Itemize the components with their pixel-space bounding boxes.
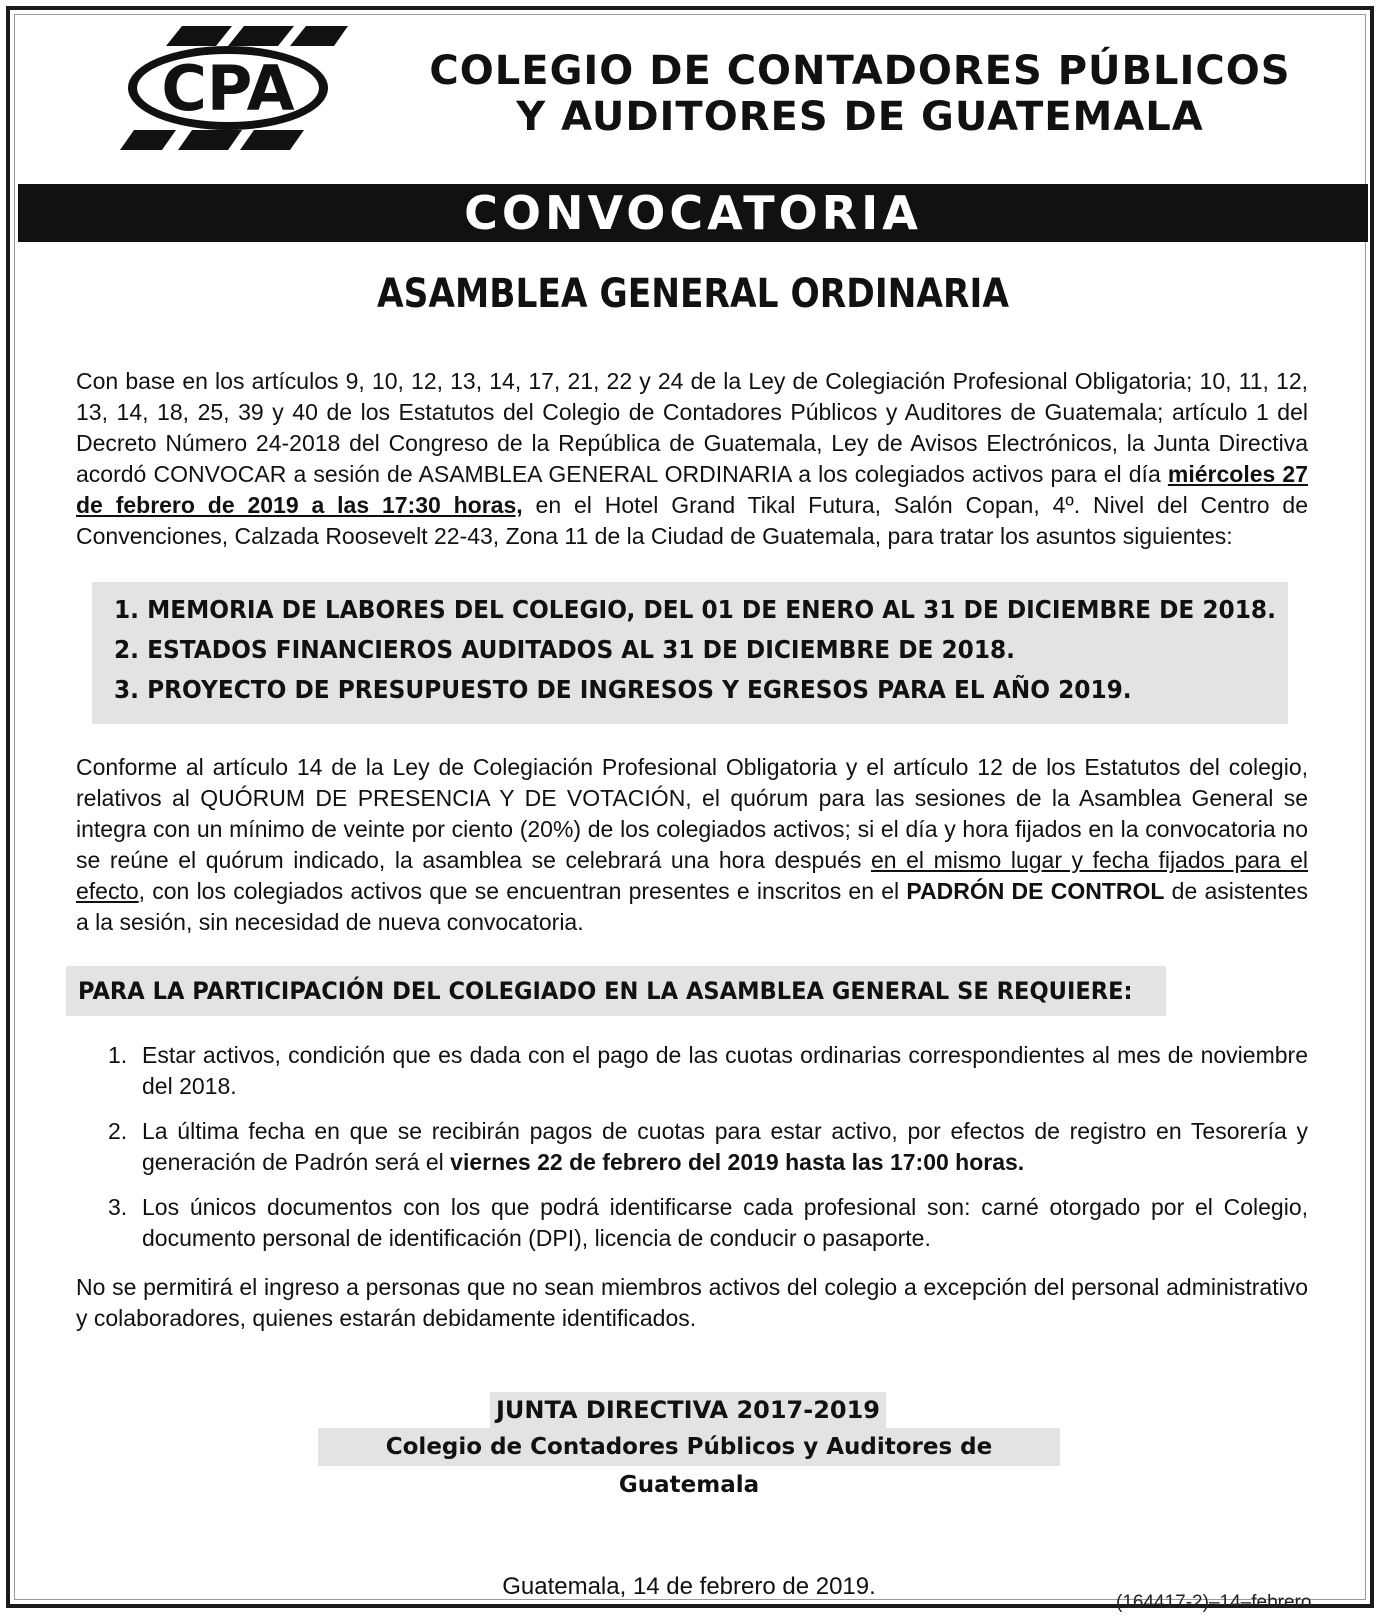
assembly-title: ASAMBLEA GENERAL ORDINARIA (377, 271, 1009, 317)
requirement-text: Estar activos, condición que es dada con el pago de las cuotas ordinarias correspondientes al mes de noviembre del 2018. (142, 1042, 1308, 1099)
intro-location-text: en el Hotel Grand Tikal Futura, Salón Copan, 4º. Nivel del Centro de Convenciones, Calzada Roosevelt 22-43, Zona 11 de la Ciudad de Guatemala, para tratar los asuntos siguientes: (76, 492, 1308, 549)
organization-title-line-1: COLEGIO DE CONTADORES PÚBLICOS (429, 48, 1291, 94)
agenda-box (92, 582, 1288, 724)
intro-paragraph (76, 366, 1308, 552)
signature-board: JUNTA DIRECTIVA 2017-2019 (490, 1392, 886, 1428)
organization-title (420, 48, 1300, 140)
quorum-paragraph (76, 752, 1308, 938)
issue-date: Guatemala, 14 de febrero de 2019. (502, 1573, 876, 1600)
agenda-item: 3. PROYECTO DE PRESUPUESTO DE INGRESOS Y EGRESOS PARA EL AÑO 2019. (114, 675, 1132, 704)
requirements-heading: PARA LA PARTICIPACIÓN DEL COLEGIADO EN LA ASAMBLEA GENERAL SE REQUIERE: (78, 977, 1133, 1005)
padron-de-control: PADRÓN DE CONTROL (906, 878, 1165, 904)
logo-text: CPA (161, 52, 295, 125)
requirement-text: La última fecha en que se recibirán pagos de cuotas para estar activo, por efectos de registro en Tesorería y generación de Padrón será el (142, 1118, 1308, 1175)
requirement-number: 2. (108, 1118, 128, 1144)
organization-title-line-2: Y AUDITORES DE GUATEMALA (516, 94, 1204, 140)
publication-reference: (164417-2)–14–febrero (1116, 1592, 1312, 1613)
requirement-number: 1. (108, 1042, 128, 1068)
convocatoria-banner: CONVOCATORIA (18, 184, 1368, 242)
quorum-underlined-text: en el mismo lugar y fecha fijados para el efecto (76, 847, 1308, 904)
access-paragraph: No se permitirá el ingreso a personas que no sean miembros activos del colegio a excepción del personal administrativo y colaboradores, quienes estarán debidamente identificados. (76, 1274, 1308, 1331)
cpa-logo (120, 24, 350, 154)
quorum-text-2: , con los colegiados activos que se encuentran presentes e inscritos en el (138, 878, 907, 904)
signature-organization: Colegio de Contadores Públicos y Auditores de Guatemala (318, 1428, 1060, 1466)
requirement-text: Los únicos documentos con los que podrá identificarse cada profesional son: carné otorgado por el Colegio, documento personal de identificación (DPI), licencia de conducir o pasaporte. (142, 1194, 1308, 1251)
agenda-item: 1. MEMORIA DE LABORES DEL COLEGIO, DEL 01 DE ENERO AL 31 DE DICIEMBRE DE 2018. (114, 595, 1276, 624)
meeting-date-time: miércoles 27 de febrero de 2019 a las 17:30 horas, (76, 461, 1309, 518)
requirement-item (76, 1116, 1308, 1178)
requirements-heading-box (66, 966, 1166, 1016)
quorum-text-3: de asistentes a la sesión, sin necesidad de nueva convocatoria. (76, 878, 1309, 935)
requirement-item (76, 1192, 1308, 1254)
intro-text: Con base en los artículos 9, 10, 12, 13, 14, 17, 21, 22 y 24 de la Ley de Colegiación Profesional Obligatoria; 10, 11, 12, 13, 14, 18, 25, 39 y 40 de los Estatutos del Colegio de Contadores Públicos y Auditores de Guatemala; artículo 1 del Decreto Número 24-2018 del Congreso de la República de Guatemala, Ley de Avisos Electrónicos, la Junta Directiva acordó CONVOCAR a sesión de ASAMBLEA GENERAL ORDINARIA a los colegiados activos para el día (76, 368, 1308, 487)
quorum-text: Conforme al artículo 14 de la Ley de Colegiación Profesional Obligatoria y el artículo 12 de los Estatutos del colegio, relativos al QUÓRUM DE PRESENCIA Y DE VOTACIÓN, el quórum para las sesiones de la Asamblea General se integra con un mínimo de veinte por ciento (20%) de los colegiados activos; si el día y hora fijados en la convocatoria no se reúne el quórum indicado, la asamblea se celebrará una hora después (76, 754, 1308, 873)
requirement-number: 3. (108, 1194, 128, 1220)
payment-deadline: viernes 22 de febrero del 2019 hasta las 17:00 horas. (450, 1149, 1025, 1175)
requirements-list (76, 1040, 1308, 1268)
requirement-item (76, 1040, 1308, 1102)
agenda-item: 2. ESTADOS FINANCIEROS AUDITADOS AL 31 DE DICIEMBRE DE 2018. (114, 635, 1016, 664)
